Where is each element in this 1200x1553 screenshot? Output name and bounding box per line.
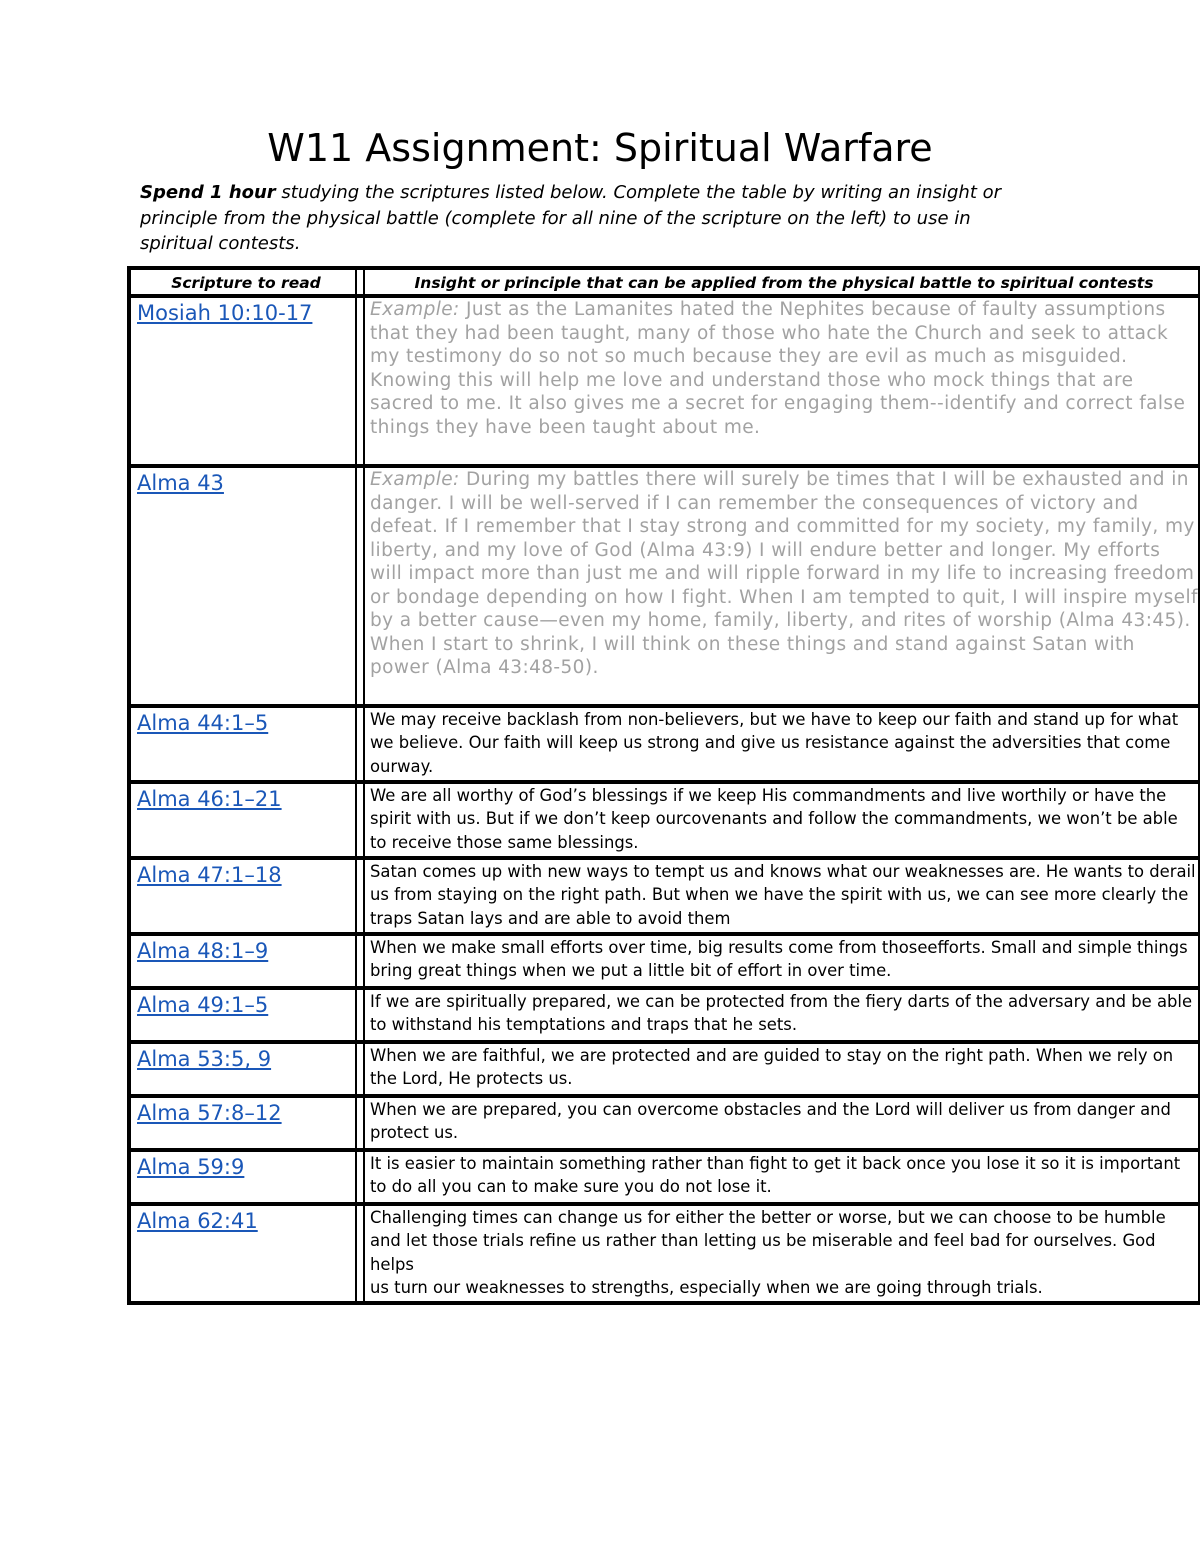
- insight-cell: [363, 1206, 1200, 1301]
- table-row: [131, 860, 1200, 932]
- scripture-link[interactable]: Alma 43: [137, 471, 224, 495]
- table-header-row: [131, 270, 1200, 294]
- scripture-link[interactable]: Mosiah 10:10-17: [137, 301, 313, 325]
- insight-cell: We are all worthy of God’s blessings if we keep His commandments and live worthily or have the spirit with us. But if we don’t keep ourcovenants and follow the commandments, we won’t be able to receive those same blessings.: [363, 784, 1200, 856]
- instructions-emphasis: Spend 1 hour: [140, 182, 276, 203]
- insight-cell: Satan comes up with new ways to tempt us and knows what our weaknesses are. He wants to derail us from staying on the right path. But when we have the spirit with us, we can see more clearly the traps Satan lays and are able to avoid them: [363, 860, 1200, 932]
- example-label: Example:: [370, 299, 460, 320]
- instructions: [140, 180, 1040, 257]
- scripture-link[interactable]: Alma 44:1–5: [137, 711, 269, 735]
- scripture-link[interactable]: Alma 53:5, 9: [137, 1047, 272, 1071]
- scripture-link[interactable]: Alma 49:1–5: [137, 993, 269, 1017]
- table-row: [131, 936, 1200, 986]
- table-row: [131, 1152, 1200, 1202]
- scripture-link[interactable]: Alma 62:41: [137, 1209, 258, 1233]
- scripture-link[interactable]: Alma 47:1–18: [137, 863, 282, 887]
- scripture-link[interactable]: Alma 48:1–9: [137, 939, 269, 963]
- insight-cell: We may receive backlash from non-believers, but we have to keep our faith and stand up for what we believe. Our faith will keep us strong and give us resistance against the adversities that come ourway.: [363, 708, 1200, 780]
- page-title: W11 Assignment: Spiritual Warfare: [267, 126, 933, 170]
- insight-text: Challenging times can change us for either the better or worse, but we can choose to be humble and let those trials refine us rather than letting us be miserable and feel bad for ourselves. God helps: [370, 1208, 1166, 1274]
- insight-cell: If we are spiritually prepared, we can be protected from the fiery darts of the adversary and be able to withstand his temptations and traps that he sets.: [363, 990, 1200, 1040]
- header-insight: Insight or principle that can be applied from the physical battle to spiritual contests: [363, 270, 1200, 294]
- table-row: [131, 468, 1200, 704]
- insight-cell: [363, 298, 1200, 464]
- insight-cell: When we are faithful, we are protected and are guided to stay on the right path. When we rely on the Lord, He protects us.: [363, 1044, 1200, 1094]
- scripture-link[interactable]: Alma 46:1–21: [137, 787, 282, 811]
- insight-text-continued: us turn our weaknesses to strengths, especially when we are going through trials.: [370, 1278, 1043, 1298]
- table-row: [131, 784, 1200, 856]
- example-label: Example:: [370, 469, 460, 490]
- table-row: [131, 1044, 1200, 1094]
- insight-text: During my battles there will surely be times that I will be exhausted and in danger. I will be well-served if I can remember the consequences of victory and defeat. If I remember that I stay strong and committed for my society, my family, my liberty, and my love of God (Alma 43:9) I will endure better and longer. My efforts will impact more than just me and will ripple forward in my life to increasing freedom or bondage depending on how I fight. When I am tempted to quit, I will inspire myself by a better cause—even my home, family, liberty, and rites of worship (Alma 43:45). When I start to shrink, I will think on these things and stand against Satan with power (Alma 43:48-50).: [370, 469, 1198, 678]
- header-scripture: Scripture to read: [131, 270, 357, 294]
- scripture-link[interactable]: Alma 59:9: [137, 1155, 245, 1179]
- table-row: [131, 1206, 1200, 1301]
- table-row: [131, 298, 1200, 464]
- table-row: [131, 1098, 1200, 1148]
- table-row: [131, 708, 1200, 780]
- scripture-link[interactable]: Alma 57:8–12: [137, 1101, 282, 1125]
- insight-cell: When we are prepared, you can overcome obstacles and the Lord will deliver us from danger and protect us.: [363, 1098, 1200, 1148]
- insight-cell: It is easier to maintain something rather than fight to get it back once you lose it so it is important to do all you can to make sure you do not lose it.: [363, 1152, 1200, 1202]
- table-row: [131, 990, 1200, 1040]
- scripture-table: [127, 266, 1200, 1305]
- insight-cell: [363, 468, 1200, 704]
- insight-text: Just as the Lamanites hated the Nephites because of faulty assumptions that they had been taught, many of those who hate the Church and seek to attack my testimony do so not so much because they are evil as much as misguided. Knowing this will help me love and understand those who mock things that are sacred to me. It also gives me a secret for engaging them--identify and correct false things they have been taught about me.: [370, 299, 1186, 438]
- instructions-text: studying the scriptures listed below. Complete the table by writing an insight or principle from the physical battle (complete for all nine of the scripture on the left) to use in spiritual contests.: [140, 182, 1002, 254]
- insight-cell: When we make small efforts over time, big results come from thoseefforts. Small and simple things bring great things when we put a little bit of effort in over time.: [363, 936, 1200, 986]
